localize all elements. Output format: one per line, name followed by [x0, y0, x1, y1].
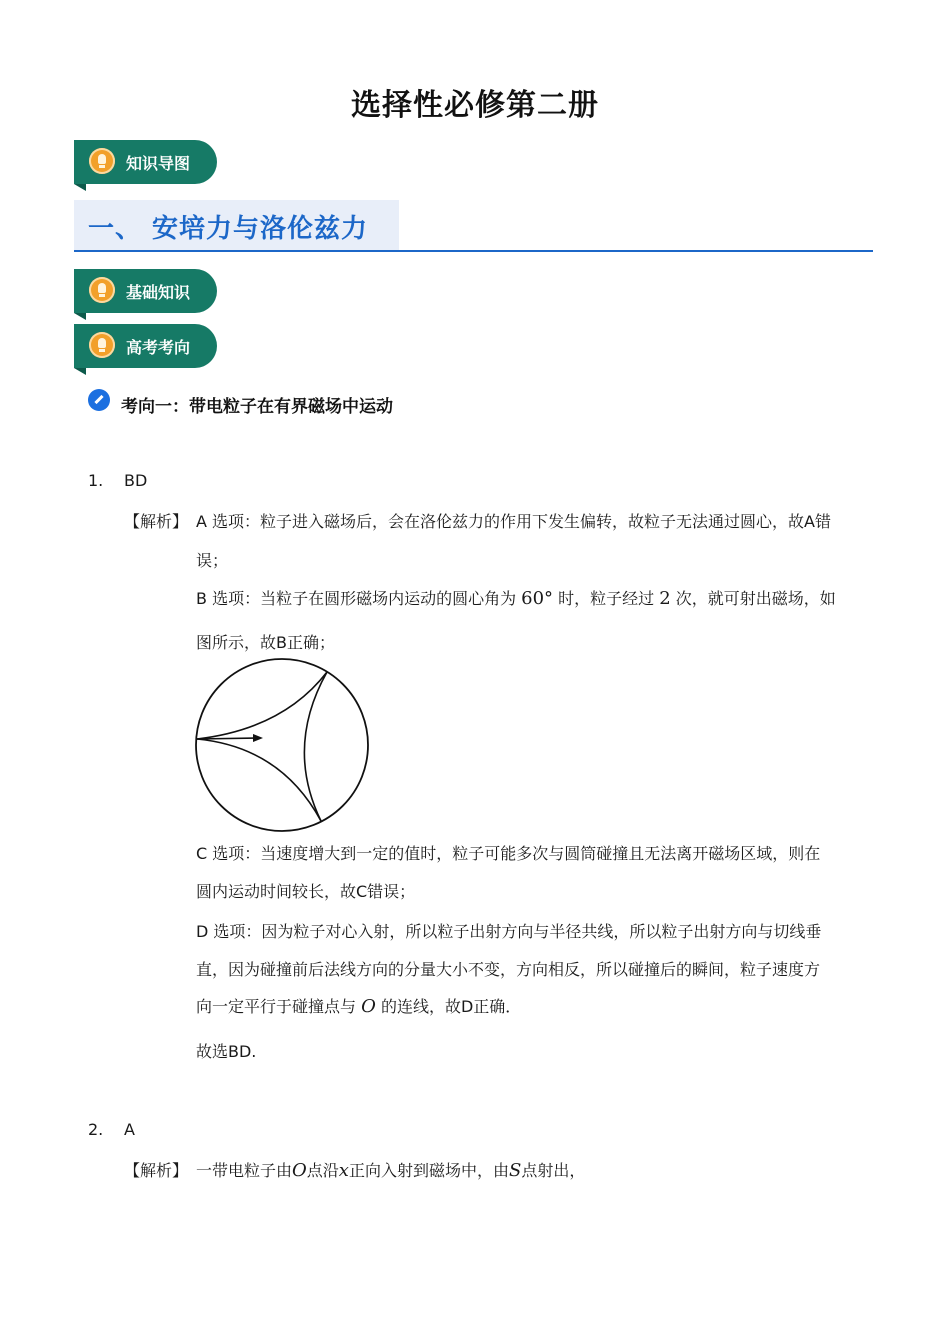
question-number: 2.: [88, 1120, 104, 1139]
option-a-line2: 误；: [196, 551, 229, 570]
angle-value: 60°: [521, 588, 554, 609]
explanation-line1: 一带电粒子由O点沿x正向入射到磁场中，由S点射出，: [196, 1160, 586, 1181]
explanation-tag: 【解析】: [124, 512, 189, 531]
lightbulb-icon: [89, 148, 115, 174]
explanation-tag: 【解析】: [124, 1161, 189, 1180]
point-o: O: [361, 996, 376, 1017]
option-d-line2: 直，因为碰撞前后法线方向的分量大小不变，方向相反，所以碰撞后的瞬间，粒子速度方: [196, 960, 821, 979]
option-d-line1: D 选项：因为粒子对心入射，所以粒子出射方向与半径共线，所以粒子出射方向与切线垂: [196, 922, 822, 941]
badge-label: 知识导图: [126, 154, 191, 173]
field-boundary-circle: [196, 659, 368, 831]
basic-knowledge-badge: [74, 269, 217, 313]
lightbulb-icon: [89, 332, 115, 358]
option-c-line1: C 选项：当速度增大到一定的值时，粒子可能多次与圆筒碰撞且无法离开磁场区域，则在: [196, 844, 821, 863]
pencil-icon: [88, 389, 110, 411]
option-b-line2: 图所示，故B正确；: [196, 633, 335, 652]
exam-direction-badge: [74, 324, 217, 368]
question-number: 1.: [88, 471, 104, 490]
conclusion: 故选BD.: [196, 1042, 257, 1061]
trajectory-arc-3: [197, 739, 321, 821]
option-d-line3: 向一定平行于碰撞点与 O 的连线，故D正确．: [196, 996, 522, 1017]
section-divider: [74, 250, 873, 252]
option-a-line1: A 选项：粒子进入磁场后，会在洛伦兹力的作用下发生偏转，故粒子无法通过圆心，故A错: [196, 512, 831, 531]
knowledge-map-badge: [74, 140, 217, 184]
arrow-head-icon: [253, 734, 263, 742]
page-title: 选择性必修第二册: [351, 88, 599, 123]
badge-label: 高考考向: [126, 338, 191, 357]
question-answer: BD: [124, 471, 148, 490]
section-heading-text: 一、 安培力与洛伦兹力: [88, 214, 369, 244]
circular-field-diagram: [195, 657, 375, 835]
lightbulb-icon: [89, 277, 115, 303]
pass-count: 2: [659, 588, 671, 609]
option-b-line1: B 选项：当粒子在圆形磁场内运动的圆心角为 60° 时，粒子经过 2 次，就可射出磁场，如: [196, 588, 836, 609]
badge-label: 基础知识: [126, 283, 191, 302]
topic-heading-text: 考向一：带电粒子在有界磁场中运动: [121, 397, 393, 417]
trajectory-arc-1: [197, 672, 327, 739]
option-c-line2: 圆内运动时间较长，故C错误；: [196, 882, 416, 901]
section-heading: [74, 200, 399, 250]
velocity-arrow: [197, 738, 257, 739]
question-answer: A: [124, 1120, 135, 1139]
